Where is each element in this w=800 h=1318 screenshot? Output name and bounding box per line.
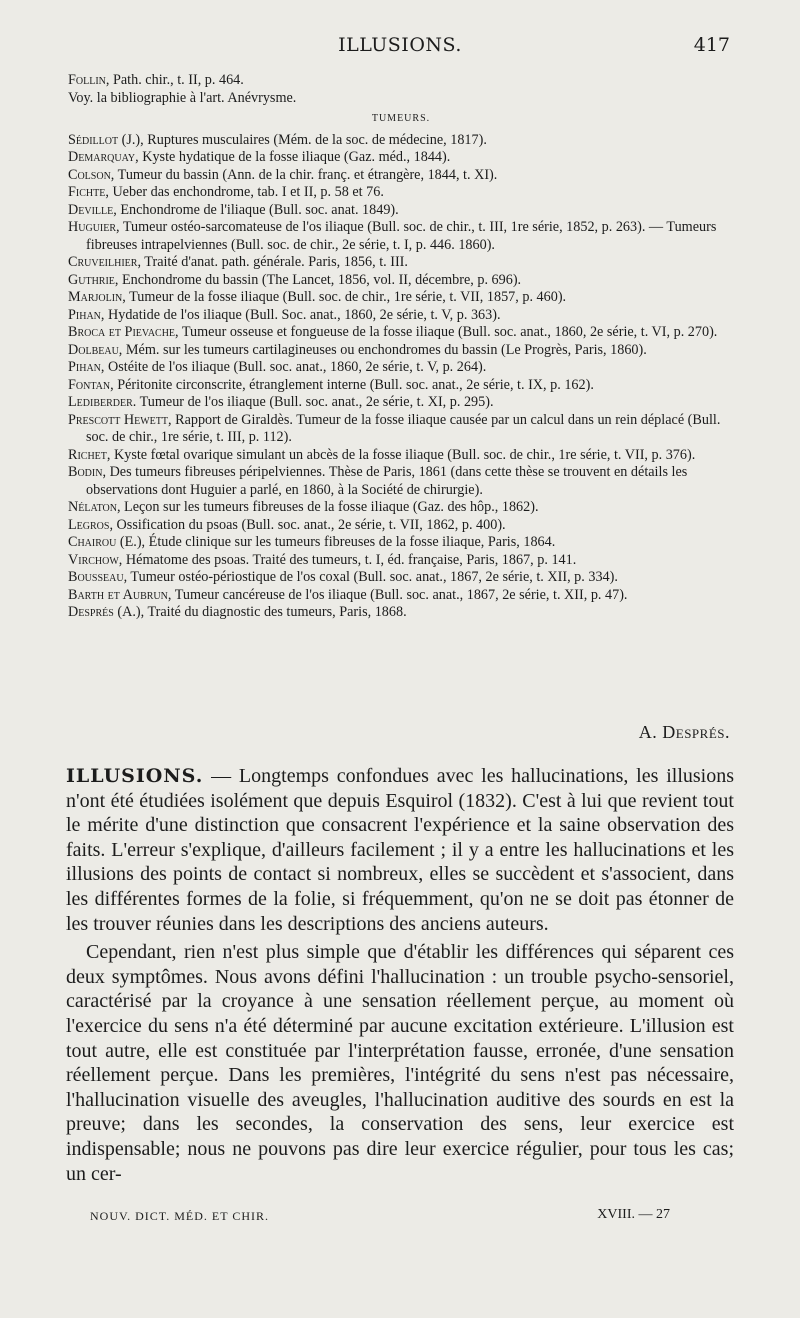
reference-entry <box>68 394 734 412</box>
reference-text: Kyste fœtal ovarique simulant un abcès de la fosse iliaque (Bull. soc. de chir., 1re série, t. VII, p. 376). <box>110 446 696 463</box>
reference-author: Chairou (E.), <box>68 534 146 550</box>
reference-text: Des tumeurs fibreuses péripelviennes. Thèse de Paris, 1861 (dans cette thèse se trouvent en détails les observations dont Huguier a parlé, en 1860, à la Société de chirurgie). <box>86 464 688 498</box>
reference-author: Nélaton, <box>68 499 121 515</box>
reference-text: Ueber das enchondrome, tab. I et II, p. 58 et 76. <box>108 184 384 200</box>
reference-text: Ruptures musculaires (Mém. de la soc. de médecine, 1817). <box>143 131 487 148</box>
reference-entry <box>68 552 734 570</box>
reference-author: Bodin, <box>68 464 107 480</box>
reference-author: Legros, <box>68 516 113 533</box>
reference-text: Tumeur ostéo-sarcomateuse de l'os iliaque (Bull. soc. de chir., t. III, 1re série, 1852, p. 263). — Tumeurs fibreuses intrapelviennes (Bull. soc. de chir., 2e série, t. I, p. 446. 1860). <box>86 219 717 253</box>
reference-entry <box>68 377 734 395</box>
reference-entry <box>68 90 734 108</box>
reference-text: Voy. la bibliographie à l'art. Anévrysme. <box>68 89 297 106</box>
reference-author: Follin, <box>68 72 110 88</box>
reference-entry <box>68 464 734 499</box>
reference-text: Ossification du psoas (Bull. soc. anat., 2e série, t. VII, 1862, p. 400). <box>113 516 506 533</box>
reference-author: Colson, <box>68 166 115 183</box>
reference-text: Hydatide de l'os iliaque (Bull. Soc. anat., 1860, 2e série, t. V, p. 363). <box>104 306 501 323</box>
reference-author: Prescott Hewett, <box>68 411 172 428</box>
reference-author: Sédillot (J.), <box>68 131 144 148</box>
reference-text: Traité du diagnostic des tumeurs, Paris, 1868. <box>144 604 407 620</box>
reference-entry <box>68 167 734 185</box>
reference-author: Pihan, <box>68 306 105 323</box>
reference-text: Péritonite circonscrite, étranglement interne (Bull. soc. anat., 2e série, t. IX, p. 162). <box>113 376 594 393</box>
reference-text: Hématome des psoas. Traité des tumeurs, t. I, éd. française, Paris, 1867, p. 141. <box>122 551 577 568</box>
reference-author: Bousseau, <box>68 569 128 585</box>
reference-text: Kyste hydatique de la fosse iliaque (Gaz. méd., 1844). <box>138 149 451 165</box>
reference-entry <box>68 359 734 377</box>
reference-entry <box>68 499 734 517</box>
reference-entry <box>68 202 734 220</box>
reference-author: Marjolin, <box>68 289 126 305</box>
reference-entry <box>68 72 734 90</box>
article-body <box>66 764 734 1186</box>
reference-author: Després (A.), <box>68 604 145 620</box>
reference-author: Huguier, <box>68 219 120 235</box>
reference-author: Richet, <box>68 446 111 463</box>
reference-author: Fontan, <box>68 376 114 393</box>
reference-entry <box>68 132 734 150</box>
reference-text: Étude clinique sur les tumeurs fibreuses de la fosse iliaque, Paris, 1864. <box>145 534 556 550</box>
reference-entry <box>68 149 734 167</box>
author-signature: A. Després. <box>638 722 730 742</box>
reference-text: Tumeur de la fosse iliaque (Bull. soc. de chir., 1re série, t. VII, 1857, p. 460). <box>125 289 567 305</box>
reference-entry <box>68 412 734 447</box>
page-number: 417 <box>693 34 730 56</box>
page-header <box>70 34 730 62</box>
reference-text: Tumeur cancéreuse de l'os iliaque (Bull. soc. anat., 1867, 2e série, t. XII, p. 47). <box>171 586 628 603</box>
reference-text: Traité d'anat. path. générale. Paris, 1856, t. III. <box>141 254 408 270</box>
reference-author: Pihan, <box>68 359 105 375</box>
reference-entry <box>68 272 734 290</box>
reference-entry <box>68 342 734 360</box>
reference-text: Enchondrome du bassin (The Lancet, 1856, vol. II, décembre, p. 696). <box>118 271 522 288</box>
reference-text: Path. chir., t. II, p. 464. <box>109 72 244 88</box>
section-subheading: TUMEURS. <box>371 113 431 124</box>
paragraph-text: — Longtemps confondues avec les hallucinations, les illusions n'ont été étudiées isolément que depuis Esquirol (1832). C'est à lui que revient tout le mérite d'une distinction que consacrent l'expérience et la saine observation des faits. L'erreur s'explique, d'ailleurs facilement ; il y a entre les hallucinations et les illusions des points de contact si nombreux, elles se succèdent et s'associent, dans les différentes formes de la folie, si fréquemment, qu'on ne se doit pas étonner de les trouver réunies dans les descriptions des anciens auteurs. <box>66 765 734 935</box>
running-title: ILLUSIONS. <box>338 34 462 56</box>
reference-entry <box>68 517 734 535</box>
reference-entry <box>68 569 734 587</box>
reference-author: Cruveilhier, <box>68 254 142 270</box>
page-footer <box>90 1209 670 1224</box>
footer-volume-sheet: XVIII. — 27 <box>597 1207 670 1222</box>
article-paragraph: Cependant, rien n'est plus simple que d'établir les différences qui séparent ces deux symptômes. Nous avons défini l'hallucination : un trouble psycho-sensoriel, caractérisé par la croyance à une sensation réellement perçue, au moment où l'exercice du sens n'a été déterminé par aucune excitation extérieure. L'illusion est tout autre, elle est constituée par l'interprétation fausse, erronée, d'une sensation réellement perçue. Dans les premières, l'intégrité du sens n'est pas nécessaire, l'hallucination visuelle des aveugles, l'hallucination auditive des sourds en est la preuve; dans les secondes, la conservation des sens, leur exercice est indispensable; nous ne pouvons pas dire leur exercice régulier, pour tous les cas; un cer- <box>66 941 734 1185</box>
reference-entry <box>68 219 734 254</box>
reference-list <box>68 132 734 622</box>
reference-entry <box>68 184 734 202</box>
reference-text: Tumeur du bassin (Ann. de la chir. franç. et étrangère, 1844, t. XI). <box>114 166 498 183</box>
article-paragraph <box>66 764 734 936</box>
reference-author: Dolbeau, <box>68 341 123 358</box>
reference-text: Leçon sur les tumeurs fibreuses de la fosse iliaque (Gaz. des hôp., 1862). <box>120 499 539 515</box>
reference-author: Broca et Pievache, <box>68 324 179 340</box>
reference-entry <box>68 289 734 307</box>
reference-text: Tumeur osseuse et fongueuse de la fosse iliaque (Bull. soc. anat., 1860, 2e série, t. VI, p. 270). <box>178 324 718 340</box>
reference-author: Demarquay, <box>68 149 139 165</box>
reference-author: Guthrie, <box>68 271 119 288</box>
reference-text: Rapport de Giraldès. Tumeur de la fosse iliaque causée par un calcul dans un rein déplacé (Bull. soc. de chir., 1re série, t. III, p. 112). <box>86 411 721 445</box>
bibliography-section <box>68 72 734 622</box>
reference-entry <box>68 534 734 552</box>
article-headword: ILLUSIONS. <box>66 765 204 787</box>
reference-entry <box>68 307 734 325</box>
reference-entry <box>68 604 734 622</box>
reference-entry <box>68 254 734 272</box>
reference-text: Ostéite de l'os iliaque (Bull. soc. anat., 1860, 2e série, t. V, p. 264). <box>104 359 487 375</box>
reference-author: Lediberder. <box>68 394 137 410</box>
reference-text: Tumeur de l'os iliaque (Bull. soc. anat., 2e série, t. XI, p. 295). <box>136 394 494 410</box>
reference-author: Virchow, <box>68 551 123 568</box>
reference-entry <box>68 587 734 605</box>
reference-text: Tumeur ostéo-périostique de l'os coxal (Bull. soc. anat., 1867, 2e série, t. XII, p. 334). <box>127 569 618 585</box>
footer-signature-mark: NOUV. DICT. MÉD. ET CHIR. <box>90 1209 270 1223</box>
reference-entry <box>68 324 734 342</box>
reference-text: Mém. sur les tumeurs cartilagineuses ou enchondromes du bassin (Le Progrès, Paris, 1860). <box>122 341 647 358</box>
reference-text: Enchondrome de l'iliaque (Bull. soc. anat. 1849). <box>116 201 399 218</box>
reference-author: Deville, <box>68 201 117 218</box>
reference-entry <box>68 447 734 465</box>
reference-author: Barth et Aubrun, <box>68 586 172 603</box>
reference-author: Fichte, <box>68 184 109 200</box>
